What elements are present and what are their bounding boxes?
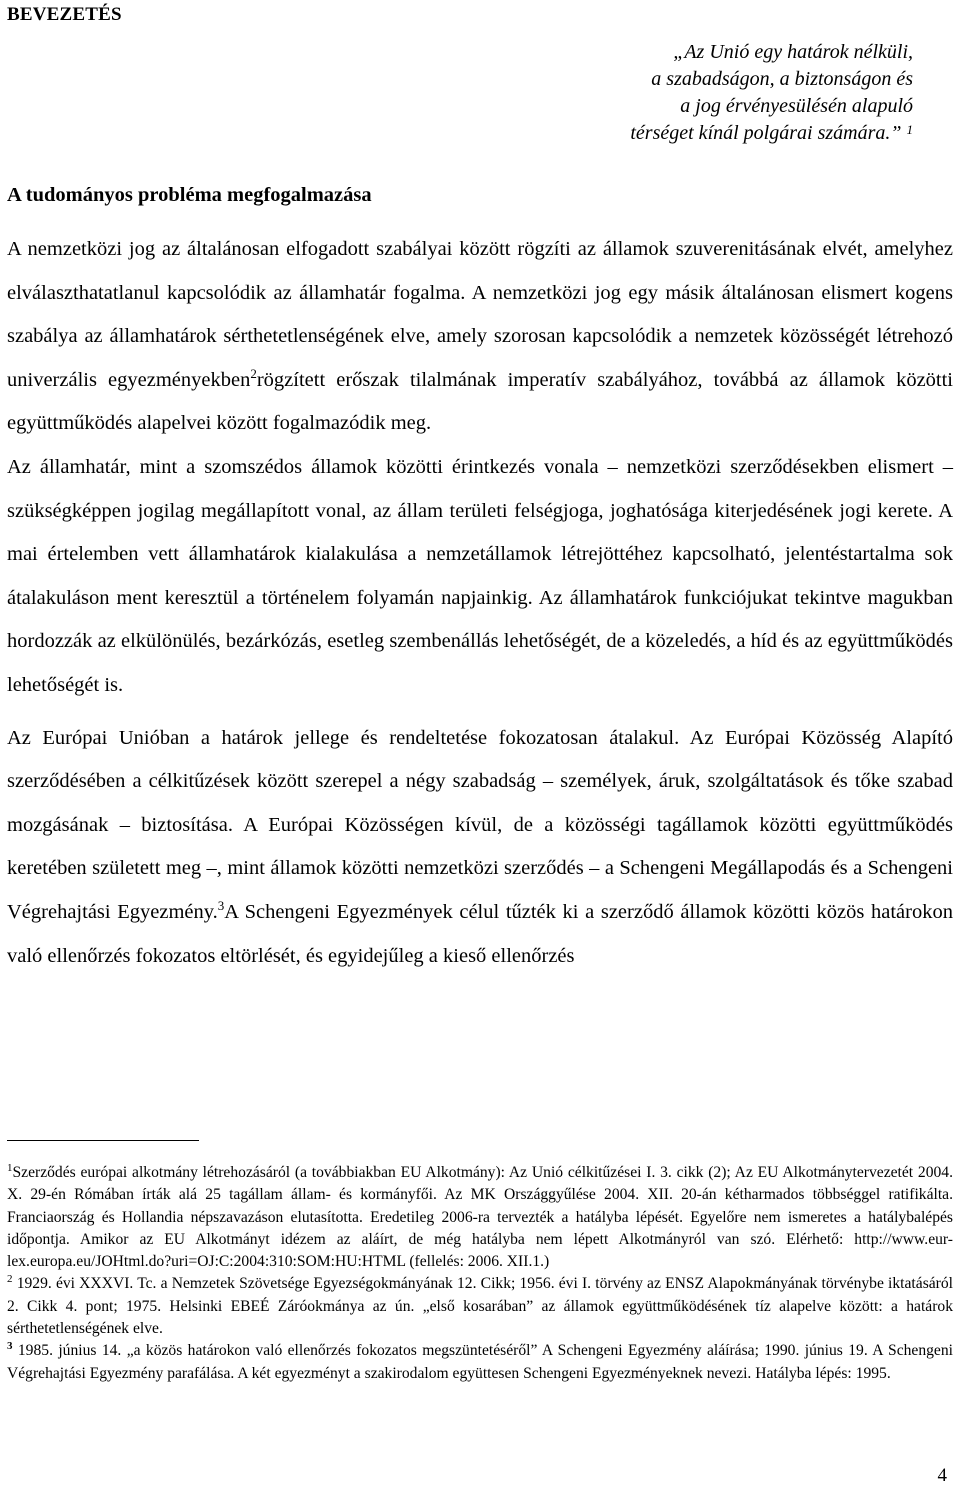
footnote-ref-3[interactable]: 3	[217, 898, 225, 914]
footnote-ref-2[interactable]: 2	[250, 365, 257, 381]
footnote-divider	[7, 1140, 199, 1141]
footnote-text: 1985. június 14. „a közös határokon való ellenőrzés fokozatos megszüntetéséről” A Schengeni Egyezmény aláírása; 1990. június 19. A Schengeni Végrehajtási Egyezmény parafálása. A két egyezményt a szakirodalom együttesen Schengeni Egyezményeknek nevezi. Hatályba lépés: 1995.	[7, 1342, 953, 1382]
paragraph-3	[7, 717, 953, 979]
epigraph-line: térséget kínál polgárai számára.”	[630, 122, 902, 144]
body-text	[7, 228, 953, 978]
epigraph-line: „Az Unió egy határok nélküli,	[673, 41, 913, 63]
paragraph-text: A nemzetközi jog az általánosan elfogadott szabályai között rögzíti az államok szuverenitásának elvét, amelyhez elválaszthatatlanul kapcsolódik az államhatár fogalma. A nemzetközi jog egy másik általánosan elismert kogens szabálya az államhatárok sérthetetlenségének elve, amely szorosan kapcsolódik a nemzetek közösségét létrehozó univerzális egyezményekben	[7, 238, 953, 391]
footnote-number: 1	[7, 1161, 13, 1174]
footnote-1	[7, 1162, 953, 1273]
page-number: 4	[937, 1465, 947, 1486]
paragraph-1	[7, 228, 953, 446]
section-heading: A tudományos probléma megfogalmazása	[7, 184, 372, 206]
epigraph-quote	[533, 39, 913, 147]
footnote-text: 1929. évi XXXVI. Tc. a Nemzetek Szövetsége Egyezségokmányának 12. Cikk; 1956. évi I. törvény az ENSZ Alapokmányának törvénybe iktatásáról 2. Cikk 4. pont; 1975. Helsinki EBEÉ Záróokmánya az ún. „első kosarában” az államok együttműködésének tíz alapelve között: a határok sérthetetlenségének elve.	[7, 1275, 953, 1338]
document-page	[7, 0, 953, 1496]
epigraph-line: a jog érvényesülésén alapuló	[680, 95, 913, 117]
footnote-2	[7, 1273, 953, 1340]
footnote-ref-1[interactable]: 1	[906, 122, 913, 137]
footnote-3	[7, 1340, 953, 1385]
chapter-title: BEVEZETÉS	[7, 4, 122, 25]
footnote-number: 3	[7, 1340, 13, 1353]
paragraph-text: Az Európai Unióban a határok jellege és rendeltetése fokozatosan átalakul. Az Európai Közösség Alapító szerződésében a célkitűzések között szerepel a négy szabadság – személyek, áruk, szolgáltatások és tőke szabad mozgásának – biztosítása. A Európai Közösségen kívül, de a közösségi tagállamok közötti együttműködés keretében született meg –, mint államok közötti nemzetközi szerződés – a Schengeni Megállapodás és a Schengeni Végrehajtási Egyezmény.	[7, 726, 953, 923]
epigraph-line-last	[533, 120, 913, 147]
paragraph-2: Az államhatár, mint a szomszédos államok közötti érintkezés vonala – nemzetközi szerződésekben elismert – szükségképpen jogilag megállapított vonal, az állam területi felségjoga, joghatósága kiterjedésének jogi kerete. A mai értelemben vett államhatárok kialakulása a nemzetállamok létrejöttéhez kapcsolható, jelentéstartalma sok átalakuláson ment keresztül a történelem folyamán napjainkig. Az államhatárok funkciójukat tekintve magukban hordozzák az elkülönülés, bezárkózás, esetleg szembenállás lehetőségét, de a közeledés, a híd és az együttműködés lehetőségét is.	[7, 455, 953, 696]
footnote-number: 2	[7, 1273, 13, 1286]
footnote-text: Szerződés európai alkotmány létrehozásáról (a továbbiakban EU Alkotmány): Az Unió célkitűzései I. 3. cikk (2); Az EU Alkotmánytervezetét 2004. X. 29-én Rómában írták alá 25 tagállam állam- és kormányfői. Az MK Országgyűlése 2004. XII. 20-án kétharmados többséggel ratifikálta. Franciaország és Hollandia népszavazáson elutasította. Eredetileg 2006-ra tervezték a hatályba lépését. Egyelőre nem ismeretes a hatálybalépés időpontja. Amikor az EU Alkotmányt idézem az aláírt, de még hatályba nem lépett Alkotmányról van szó. Elérhető: http://www.eur-lex.europa.eu/JOHtml.do?uri=OJ:C:2004:310:SOM:HU:HTML (fellelés: 2006. XII.1.)	[7, 1164, 953, 1271]
paragraph-text: A Schengeni Egyezmények célul tűzték ki a szerződő államok közötti közös határokon való ellenőrzés fokozatos eltörlését, és egyidejűleg a kieső ellenőrzés	[7, 900, 953, 967]
footnotes	[7, 1162, 953, 1385]
epigraph-line: a szabadságon, a biztonságon és	[651, 68, 913, 90]
paragraph-text: rögzített erőszak tilalmának imperatív szabályához, továbbá az államok közötti együttműködés alapelvei között fogalmazódik meg.	[7, 368, 954, 435]
